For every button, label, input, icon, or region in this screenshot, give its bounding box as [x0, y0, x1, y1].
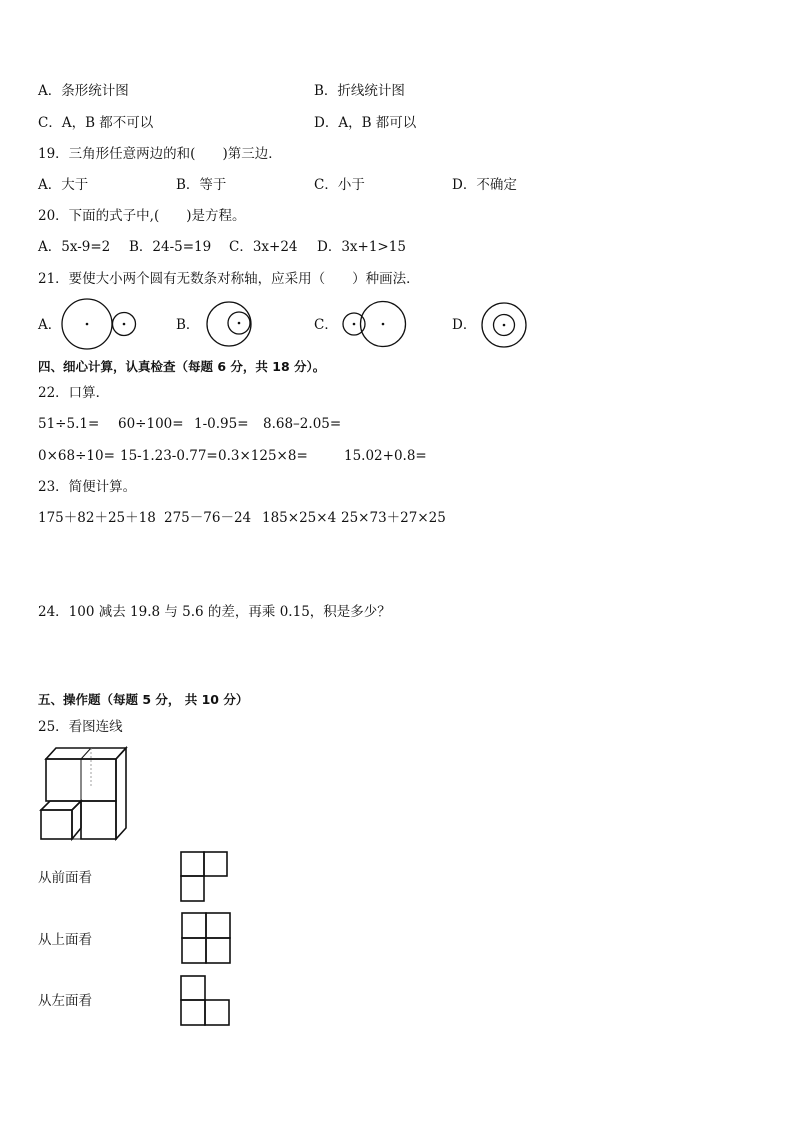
q19-option-c: C．小于: [314, 177, 365, 193]
q21-option-d-circles: [480, 301, 530, 351]
center-dot: [503, 324, 506, 327]
q19-option-a: A．大于: [38, 177, 89, 193]
q21-option-b-circles: [205, 299, 259, 349]
q22-row-1-item-3: 1-0.95=: [194, 416, 249, 432]
q20-option-c: C．3x+24: [229, 239, 298, 255]
q23-item-2: 275－76－24: [164, 510, 252, 526]
q23-item-4: 25×73＋27×25: [341, 510, 446, 526]
q21-option-d-label: D．: [452, 317, 477, 333]
q21-option-a-label: A．: [38, 317, 62, 333]
q18-option-c: C．A，B 都不可以: [38, 115, 154, 131]
front-view-shape: [179, 850, 231, 906]
q22-stem: 22．口算．: [38, 385, 110, 401]
center-dot: [238, 322, 241, 325]
section-5-title: 五、操作题（每题 5 分， 共 10 分）: [38, 692, 249, 707]
q22-row-2-item-1: 0×68÷10=: [38, 448, 115, 464]
view-label-left: 从左面看: [38, 993, 92, 1009]
top-view-shape: [179, 911, 233, 967]
q23-stem: 23．简便计算。: [38, 479, 137, 495]
q22-row-1-item-4: 8.68–2.05=: [263, 416, 342, 432]
q22-row-2-item-4: 15.02+0.8=: [344, 448, 427, 464]
q19-option-d: D．不确定: [452, 177, 517, 193]
q21-stem: 21．要使大小两个圆有无数条对称轴，应采用（ ）种画法．: [38, 271, 420, 287]
cube-stack-figure: [38, 746, 130, 842]
q22-row-2-item-3: 0.3×125×8=: [218, 448, 308, 464]
left-view-shape: [179, 974, 233, 1030]
q21-option-b-label: B．: [176, 317, 200, 333]
q18-option-d: D．A，B 都可以: [314, 115, 417, 131]
q21-option-c-circles: [340, 300, 412, 350]
center-dot: [86, 323, 89, 326]
large-circle: [207, 302, 251, 346]
view-label-front: 从前面看: [38, 870, 92, 886]
section-4-title: 四、细心计算，认真检查（每题 6 分，共 18 分）。: [38, 359, 326, 374]
q21-option-a-circles: [60, 297, 140, 351]
view-label-top: 从上面看: [38, 932, 92, 948]
center-dot: [353, 323, 356, 326]
q24-stem: 24．100 减去 19.8 与 5.6 的差，再乘 0.15，积是多少？: [38, 604, 391, 620]
center-dot: [123, 323, 126, 326]
q23-item-3: 185×25×4: [262, 510, 337, 526]
q20-stem: 20．下面的式子中,( )是方程。: [38, 208, 246, 224]
q23-item-1: 175＋82＋25＋18: [38, 510, 156, 526]
center-dot: [382, 323, 385, 326]
q19-option-b: B．等于: [176, 177, 227, 193]
q20-option-d: D．3x+1>15: [317, 239, 406, 255]
q25-stem: 25．看图连线: [38, 719, 123, 735]
q20-option-b: B．24-5=19: [129, 239, 212, 255]
q18-option-a: A．条形统计图: [38, 83, 129, 99]
q18-option-b: B．折线统计图: [314, 83, 405, 99]
q20-option-a: A．5x-9=2: [38, 239, 111, 255]
q22-row-1-item-2: 60÷100=: [118, 416, 184, 432]
q21-option-c-label: C．: [314, 317, 338, 333]
q22-row-2-item-2: 15-1.23-0.77=: [120, 448, 218, 464]
q19-stem: 19．三角形任意两边的和( )第三边．: [38, 146, 282, 162]
q22-row-1-item-1: 51÷5.1=: [38, 416, 100, 432]
